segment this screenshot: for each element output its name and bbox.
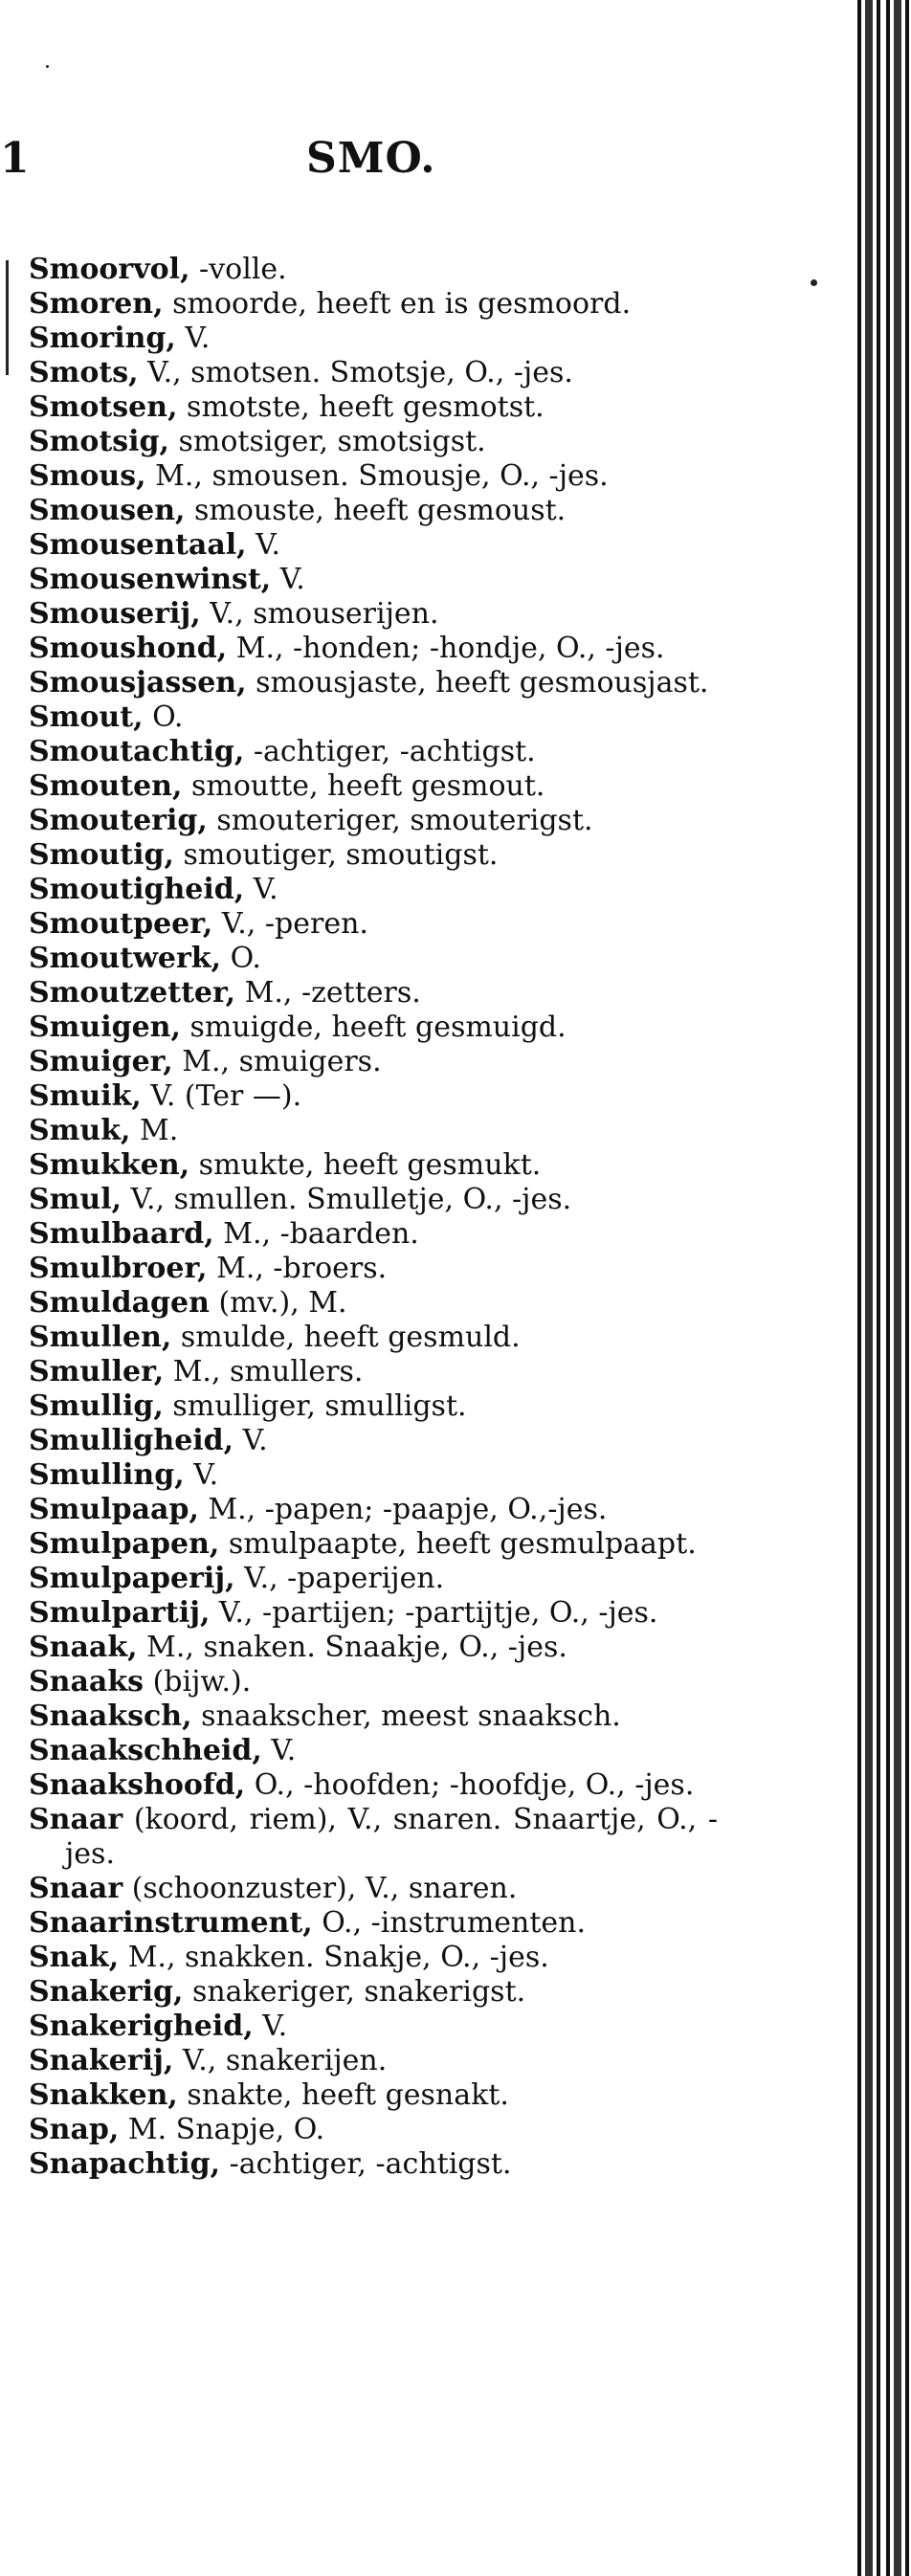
dictionary-entry [29,838,718,873]
entry-headword: Smulbaard, [29,1217,214,1251]
dictionary-entry [29,1389,718,1424]
dictionary-entry [29,1665,718,1699]
entry-definition: (mv.), M. [209,1286,347,1320]
entry-headword: Smulpartij, [29,1596,211,1630]
entry-headword: Smulling, [29,1458,185,1492]
dictionary-entry [29,1768,718,1803]
dictionary-entry [29,1803,718,1872]
entry-headword: Smoring, [29,322,176,355]
dictionary-entry [29,1699,718,1734]
entry-headword: Smouserij, [29,597,201,631]
entry-definition: V. [233,1424,268,1457]
entry-headword: Smulpaperij, [29,1562,235,1595]
entry-headword: Smout, [29,700,144,734]
dictionary-entry [29,666,718,700]
entry-headword: Smuller, [29,1355,165,1388]
entry-definition: V., smotsen. Smotsje, O., -jes. [138,356,573,389]
entry-definition: smouteriger, smouterigst. [207,804,593,837]
entry-definition: smulde, heeft gesmuld. [171,1321,521,1354]
entry-definition: O., -hoofden; -hoofdje, O., -jes. [245,1768,695,1802]
entry-headword: Smoutzetter, [29,976,236,1010]
entry-definition: O. [143,700,184,734]
entry-definition: smoutte, heeft gesmout. [182,769,545,803]
dictionary-entry [29,322,718,356]
dictionary-entry [29,1906,718,1941]
entry-headword: Snaaks [29,1665,144,1699]
entry-headword: Smoutwerk, [29,942,222,975]
entry-headword: Smotsig, [29,425,169,458]
entry-headword: Smousjassen, [29,666,247,700]
dictionary-entry [29,804,718,838]
entry-definition: V. (Ter —). [141,1079,302,1113]
entry-headword: Snakerigheid, [29,2010,254,2043]
entry-definition: smulpaapte, heeft gesmulpaapt. [219,1527,697,1561]
entry-definition: V., -partijen; -partijtje, O., -jes. [210,1596,658,1630]
entry-definition: M., -zetters. [235,976,421,1010]
entry-headword: Smousenwinst, [29,563,272,596]
entry-headword: Smoushond, [29,632,228,665]
entry-headword: Smousentaal, [29,528,247,562]
dictionary-entry [29,735,718,769]
dictionary-entry [29,253,718,287]
entry-headword: Smouten, [29,769,183,803]
entry-definition: V., snakerijen. [173,2044,388,2077]
dictionary-entry [29,2044,718,2078]
entry-definition: smoorde, heeft en is gesmoord. [163,287,632,321]
entry-headword: Smoutig, [29,838,174,872]
dictionary-entry [29,494,718,528]
dictionary-entry [29,2078,718,2113]
dictionary-entry [29,1631,718,1665]
entry-definition: V. [184,1458,219,1492]
entry-headword: Snaar [29,1803,123,1836]
entry-definition: smukte, heeft gesmukt. [189,1148,542,1182]
entry-headword: Smulpaap, [29,1493,199,1526]
entry-headword: Smoutigheid, [29,873,245,906]
dictionary-entry [29,1493,718,1527]
entry-definition: smotste, heeft gesmotst. [177,390,544,424]
entry-definition: M., snaken. Snaakje, O., -jes. [137,1631,567,1664]
entry-headword: Snakerig, [29,1975,184,2009]
entry-definition: V. [175,322,211,355]
entry-definition: V., smullen. Smulletje, O., -jes. [122,1183,572,1216]
entry-definition: (bijw.). [144,1665,252,1699]
dictionary-entry [29,1286,718,1321]
entry-headword: Smuigen, [29,1010,181,1044]
entry-headword: Smots, [29,356,139,389]
dictionary-entry [29,976,718,1010]
dictionary-entry [29,1872,718,1906]
dictionary-entry [29,632,718,666]
dictionary-entry [29,459,718,494]
entry-definition: snakte, heeft gesnakt. [177,2078,509,2112]
entry-headword: Snakken, [29,2078,178,2112]
dictionary-entry [29,425,718,459]
entry-headword: Snap, [29,2113,120,2146]
dictionary-entry [29,1941,718,1975]
entry-definition: -achtiger, -achtigst. [220,2147,512,2181]
entry-definition: M., smousen. Smousje, O., -jes. [145,459,609,493]
entry-headword: Smullen, [29,1321,172,1354]
entry-definition: (schoonzuster), V., snaren. [122,1872,518,1905]
dictionary-entries [29,253,718,2182]
dictionary-entry [29,907,718,942]
dictionary-entry [29,1217,718,1252]
entry-headword: Snapachtig, [29,2147,221,2181]
entry-definition: V. [246,528,281,562]
dictionary-entry [29,1321,718,1355]
dictionary-entry [29,1562,718,1596]
entry-definition: O. [221,942,261,975]
entry-definition: V., smouserijen. [200,597,439,631]
dictionary-entry [29,390,718,425]
entry-headword: Smullig, [29,1389,164,1423]
entry-definition: V. [244,873,278,906]
entry-headword: Snaakshoofd, [29,1768,246,1802]
entry-headword: Snaakschheid, [29,1734,262,1767]
entry-definition: M., smullers. [164,1355,364,1388]
entry-headword: Smouterig, [29,804,208,837]
entry-definition: -achtiger, -achtigst. [244,735,536,768]
dictionary-entry [29,1045,718,1079]
entry-headword: Smuik, [29,1079,142,1113]
entry-headword: Snaak, [29,1631,138,1664]
print-speck [811,279,817,286]
dictionary-entry [29,356,718,390]
entry-definition: -volle. [189,253,287,286]
entry-definition: (koord, riem), V., snaren. Snaartje, O., -jes. [65,1803,718,1871]
entry-definition: snakeriger, snakerigst. [183,1975,526,2009]
entry-definition: V. [271,563,305,596]
entry-definition: M., -papen; -paapje, O.,-jes. [198,1493,608,1526]
entry-definition: M., -broers. [207,1252,388,1285]
entry-headword: Smuldagen [29,1286,210,1320]
dictionary-entry [29,2113,718,2147]
entry-headword: Snaaksch, [29,1699,192,1733]
entry-headword: Smukken, [29,1148,190,1182]
entry-headword: Snaar [29,1872,123,1905]
dictionary-entry [29,1252,718,1286]
entry-headword: Snakerij, [29,2044,174,2077]
running-header: SMO. [306,134,436,183]
margin-rule [6,260,9,375]
dictionary-entry [29,942,718,976]
entry-definition: M., smuigers. [172,1045,382,1078]
entry-definition: smotsiger, smotsigst. [168,425,486,458]
entry-headword: Smuk, [29,1114,131,1147]
dictionary-entry [29,1596,718,1631]
entry-definition: M., -honden; -hondje, O., -jes. [227,632,665,665]
entry-definition: M., -baarden. [213,1217,419,1251]
dictionary-entry [29,528,718,563]
dictionary-entry [29,1355,718,1389]
entry-headword: Smoren, [29,287,164,321]
entry-headword: Smous, [29,459,146,493]
entry-headword: Smoorvol, [29,253,190,286]
dictionary-entry [29,873,718,907]
dictionary-entry [29,1148,718,1183]
entry-headword: Snaarinstrument, [29,1906,313,1940]
dictionary-entry [29,1424,718,1458]
entry-definition: smouste, heeft gesmoust. [185,494,567,527]
entry-definition: V. [261,1734,297,1767]
dictionary-entry [29,1734,718,1768]
dictionary-entry [29,769,718,804]
entry-definition: O., -instrumenten. [312,1906,587,1940]
entry-definition: M. Snapje, O. [119,2113,325,2146]
dictionary-entry [29,563,718,597]
entry-definition: smuigde, heeft gesmuigd. [180,1010,567,1044]
entry-definition: V. [253,2010,288,2043]
book-binding-edge [852,0,911,2576]
entry-headword: Smul, [29,1183,122,1216]
dictionary-entry [29,287,718,322]
entry-headword: Smousen, [29,494,186,527]
dictionary-entry [29,1527,718,1562]
entry-definition: M., snakken. Snakje, O., -jes. [119,1941,549,1974]
entry-definition: V., -paperijen. [234,1562,445,1595]
print-speck [46,65,49,68]
entry-definition: snaakscher, meest snaaksch. [191,1699,621,1733]
dictionary-entry [29,1114,718,1148]
entry-headword: Smoutpeer, [29,907,213,941]
dictionary-entry [29,597,718,632]
entry-headword: Smulpapen, [29,1527,220,1561]
entry-definition: V., -peren. [212,907,368,941]
entry-definition: smousjaste, heeft gesmousjast. [246,666,709,700]
dictionary-entry [29,2010,718,2044]
dictionary-entry [29,1010,718,1045]
dictionary-entry [29,700,718,735]
dictionary-entry [29,1458,718,1493]
dictionary-entry [29,1079,718,1114]
entry-definition: M. [130,1114,179,1147]
entry-headword: Smulligheid, [29,1424,234,1457]
entry-headword: Smulbroer, [29,1252,208,1285]
entry-definition: smoutiger, smoutigst. [173,838,499,872]
entry-headword: Smoutachtig, [29,735,245,768]
entry-headword: Smuiger, [29,1045,173,1078]
dictionary-entry [29,1975,718,2010]
dictionary-entry [29,1183,718,1217]
entry-headword: Smotsen, [29,390,178,424]
page-number: 1 [0,134,30,183]
dictionary-entry [29,2147,718,2182]
entry-headword: Snak, [29,1941,120,1974]
entry-definition: smulliger, smulligst. [163,1389,467,1423]
